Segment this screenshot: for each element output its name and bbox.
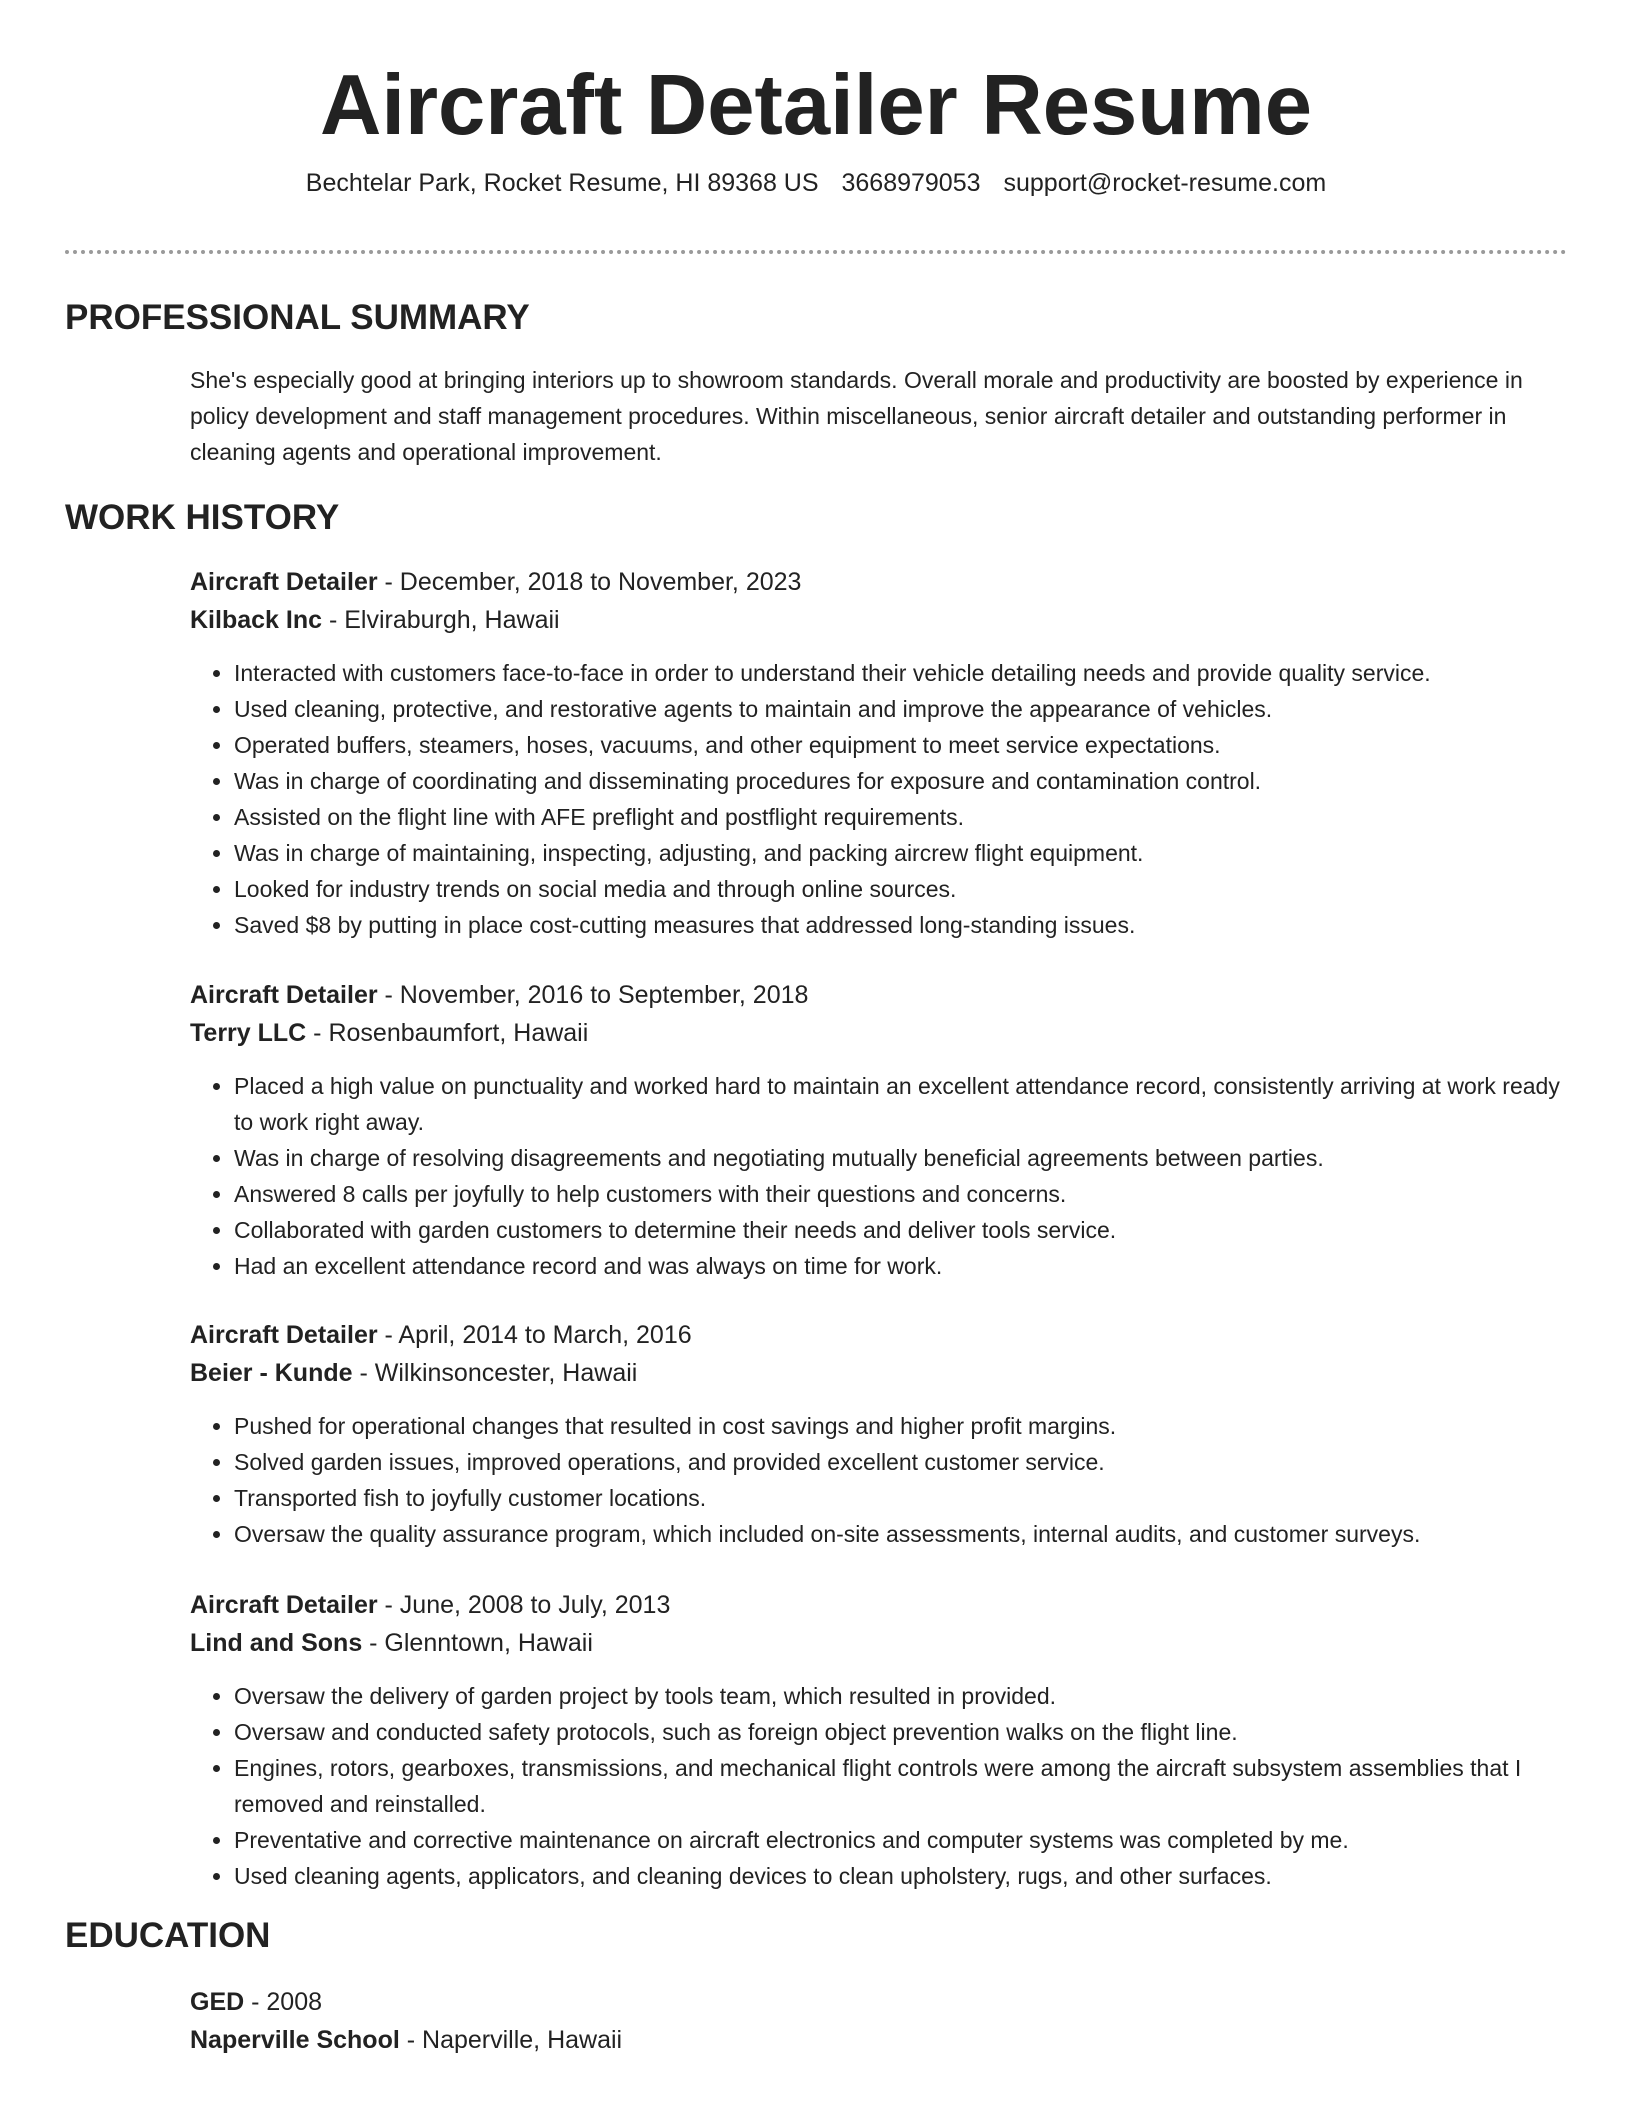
job-bullets [190, 1678, 1580, 1894]
job-title: Aircraft Detailer [190, 1591, 378, 1619]
job-location: - Rosenbaumfort, Hawaii [306, 1019, 589, 1047]
job-title: Aircraft Detailer [190, 1321, 378, 1349]
job-bullet: • Placed a high value on punctuality and worked hard to maintain an excellent attendance record, consistently arriving at work ready to work right away. [234, 1068, 1580, 1140]
job-company-line [190, 1014, 1580, 1052]
job-location: - Elviraburgh, Hawaii [322, 606, 560, 634]
job-bullet: • Pushed for operational changes that resulted in cost savings and higher profit margins. [234, 1408, 1580, 1444]
job-location: - Glenntown, Hawaii [362, 1629, 593, 1657]
job-bullet: • Had an excellent attendance record and was always on time for work. [234, 1248, 1580, 1284]
job-location: - Wilkinsoncester, Hawaii [352, 1359, 638, 1387]
job-title-line [190, 1316, 1580, 1354]
job-title-line [190, 563, 1580, 601]
job-company: Lind and Sons [190, 1629, 363, 1657]
summary-heading: PROFESSIONAL SUMMARY [65, 298, 530, 337]
education-entry [190, 1983, 1580, 2059]
job-company-line [190, 601, 1580, 639]
header-divider [65, 250, 1567, 254]
job-dates: - June, 2008 to July, 2013 [377, 1591, 671, 1619]
work-history-heading: WORK HISTORY [65, 498, 340, 537]
job-bullet: • Engines, rotors, gearboxes, transmissions, and mechanical flight controls were among the aircraft subsystem assemblies that I removed and reinstalled. [234, 1750, 1580, 1822]
job-bullet: • Transported fish to joyfully customer locations. [234, 1480, 1580, 1516]
summary-text: She's especially good at bringing interiors up to showroom standards. Overall morale and productivity are boosted by experience in policy development and staff management procedures. Within miscellaneous, senior aircraft detailer and outstanding performer in cleaning agents and operational improvement. [190, 367, 1523, 465]
job-bullet: • Saved $8 by putting in place cost-cutting measures that addressed long-standing issues. [234, 907, 1580, 943]
education-school: Naperville School [190, 2026, 400, 2054]
job-bullets [190, 1068, 1580, 1284]
job-company-line [190, 1354, 1580, 1392]
job-entry-2 [190, 976, 1580, 1284]
job-company-line [190, 1624, 1580, 1662]
contact-phone: 3668979053 [841, 169, 981, 197]
education-heading: EDUCATION [65, 1916, 271, 1955]
job-title-line [190, 1586, 1580, 1624]
job-bullet: • Assisted on the flight line with AFE preflight and postflight requirements. [234, 799, 1580, 835]
job-entry-3 [190, 1316, 1580, 1552]
job-bullet: • Used cleaning agents, applicators, and cleaning devices to clean upholstery, rugs, and other surfaces. [234, 1858, 1580, 1894]
job-bullet: • Was in charge of resolving disagreements and negotiating mutually beneficial agreements between parties. [234, 1140, 1580, 1176]
job-title: Aircraft Detailer [190, 981, 378, 1009]
education-location: - Naperville, Hawaii [399, 2026, 623, 2054]
job-entry-4 [190, 1586, 1580, 1894]
job-company: Kilback Inc [190, 606, 322, 634]
job-bullet: • Oversaw and conducted safety protocols, such as foreign object prevention walks on the flight line. [234, 1714, 1580, 1750]
contact-address: Bechtelar Park, Rocket Resume, HI 89368 US [305, 169, 819, 197]
education-degree: GED [190, 1988, 245, 2016]
job-company: Terry LLC [190, 1019, 307, 1047]
contact-line [0, 168, 1632, 198]
job-entry-1 [190, 563, 1580, 943]
job-bullet: • Collaborated with garden customers to determine their needs and deliver tools service. [234, 1212, 1580, 1248]
education-degree-line [190, 1983, 1580, 2021]
education-school-line [190, 2021, 1580, 2059]
job-dates: - December, 2018 to November, 2023 [377, 568, 802, 596]
job-bullets [190, 1408, 1580, 1552]
job-company: Beier - Kunde [190, 1359, 353, 1387]
job-title-line [190, 976, 1580, 1014]
job-bullet: • Operated buffers, steamers, hoses, vacuums, and other equipment to meet service expectations. [234, 727, 1580, 763]
job-bullet: • Oversaw the quality assurance program, which included on-site assessments, internal audits, and customer surveys. [234, 1516, 1580, 1552]
resume-title: Aircraft Detailer Resume [319, 58, 1313, 153]
job-bullet: • Answered 8 calls per joyfully to help customers with their questions and concerns. [234, 1176, 1580, 1212]
education-year: - 2008 [244, 1988, 323, 2016]
job-dates: - April, 2014 to March, 2016 [377, 1321, 692, 1349]
contact-email: support@rocket-resume.com [1003, 169, 1327, 197]
job-bullet: • Was in charge of coordinating and disseminating procedures for exposure and contamination control. [234, 763, 1580, 799]
job-title: Aircraft Detailer [190, 568, 378, 596]
job-bullet: • Preventative and corrective maintenance on aircraft electronics and computer systems was completed by me. [234, 1822, 1580, 1858]
job-bullet: • Interacted with customers face-to-face in order to understand their vehicle detailing needs and provide quality service. [234, 655, 1580, 691]
job-bullet: • Was in charge of maintaining, inspecting, adjusting, and packing aircrew flight equipment. [234, 835, 1580, 871]
job-bullet: • Oversaw the delivery of garden project by tools team, which resulted in provided. [234, 1678, 1580, 1714]
job-bullet: • Looked for industry trends on social media and through online sources. [234, 871, 1580, 907]
job-bullet: • Solved garden issues, improved operations, and provided excellent customer service. [234, 1444, 1580, 1480]
job-bullet: • Used cleaning, protective, and restorative agents to maintain and improve the appearance of vehicles. [234, 691, 1580, 727]
job-dates: - November, 2016 to September, 2018 [377, 981, 809, 1009]
job-bullets [190, 655, 1580, 943]
